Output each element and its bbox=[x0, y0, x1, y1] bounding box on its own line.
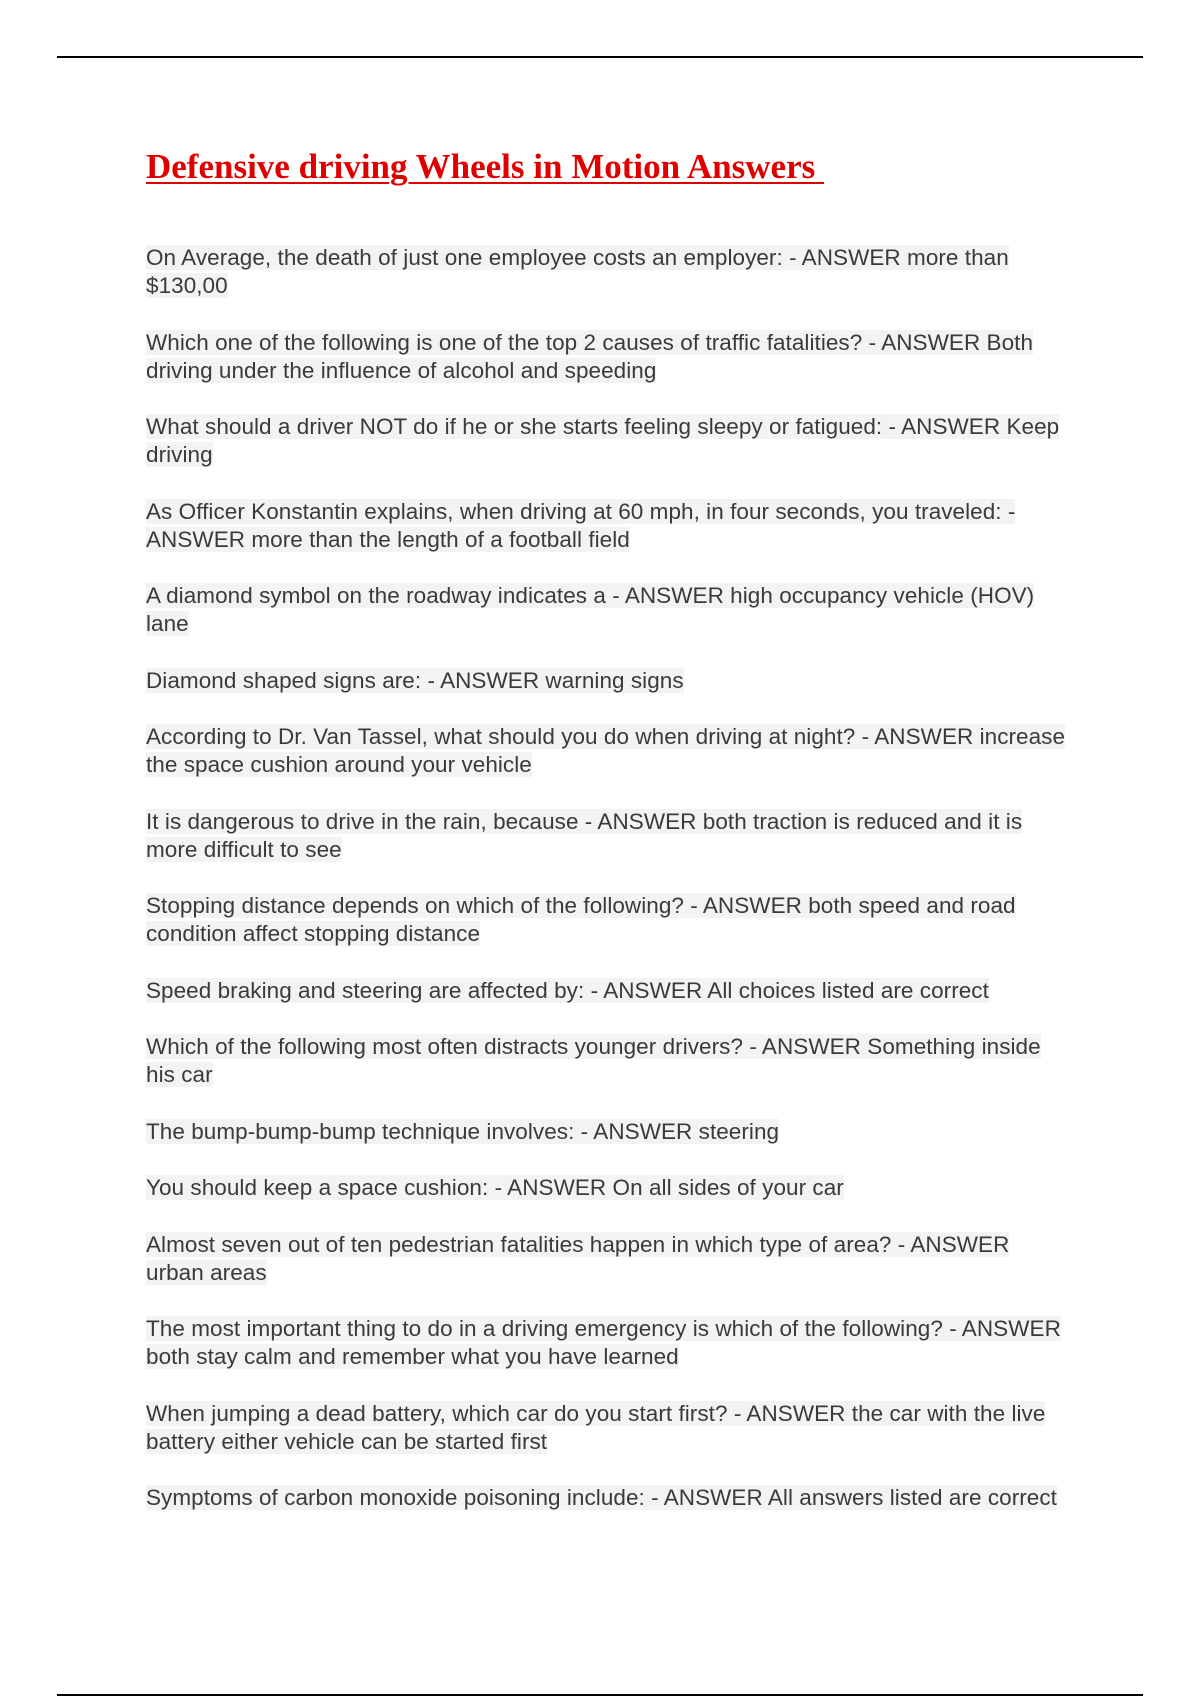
qa-item-7 bbox=[146, 722, 1066, 779]
qa-text: The most important thing to do in a driving emergency is which of the following? - ANSWER both stay calm and remember what you have learned bbox=[146, 1316, 1061, 1369]
qa-text: When jumping a dead battery, which car do you start first? - ANSWER the car with the live battery either vehicle can be started first bbox=[146, 1400, 1046, 1454]
page-title: Defensive driving Wheels in Motion Answers bbox=[146, 147, 824, 186]
qa-item-9 bbox=[146, 891, 1066, 948]
qa-item-16 bbox=[146, 1399, 1066, 1456]
qa-item-17 bbox=[146, 1483, 1066, 1512]
qa-text: Symptoms of carbon monoxide poisoning include: - ANSWER All answers listed are correct bbox=[146, 1485, 1057, 1510]
qa-item-1 bbox=[146, 243, 1066, 300]
qa-item-10 bbox=[146, 976, 1066, 1005]
qa-list bbox=[146, 243, 1066, 1540]
qa-text: Speed braking and steering are affected by: - ANSWER All choices listed are correct bbox=[146, 977, 989, 1003]
qa-text: You should keep a space cushion: - ANSWER On all sides of your car bbox=[146, 1175, 844, 1200]
qa-item-12 bbox=[146, 1117, 1066, 1146]
qa-text: Almost seven out of ten pedestrian fatalities happen in which type of area? - ANSWER urban areas bbox=[146, 1231, 1010, 1285]
qa-text: As Officer Konstantin explains, when driving at 60 mph, in four seconds, you traveled: - ANSWER more than the length of a football field bbox=[146, 498, 1016, 552]
qa-text: On Average, the death of just one employee costs an employer: - ANSWER more than $130,00 bbox=[146, 245, 1009, 298]
qa-item-15 bbox=[146, 1314, 1066, 1371]
qa-text: Stopping distance depends on which of the following? - ANSWER both speed and road condition affect stopping distance bbox=[146, 893, 1016, 946]
qa-text: According to Dr. Van Tassel, what should you do when driving at night? - ANSWER increase the space cushion around your vehicle bbox=[146, 724, 1066, 777]
qa-item-6 bbox=[146, 666, 1066, 695]
qa-item-8 bbox=[146, 807, 1066, 864]
qa-item-11 bbox=[146, 1032, 1066, 1089]
qa-item-13 bbox=[146, 1173, 1066, 1202]
qa-text: Which of the following most often distracts younger drivers? - ANSWER Something inside his car bbox=[146, 1034, 1041, 1087]
qa-item-4 bbox=[146, 497, 1066, 554]
qa-item-5 bbox=[146, 581, 1066, 638]
footer-rule bbox=[57, 1694, 1143, 1696]
qa-text: Which one of the following is one of the top 2 causes of traffic fatalities? - ANSWER Both driving under the influence of alcohol and speeding bbox=[146, 329, 1034, 383]
qa-text: What should a driver NOT do if he or she starts feeling sleepy or fatigued: - ANSWER Keep driving bbox=[146, 414, 1060, 467]
qa-item-3 bbox=[146, 412, 1066, 469]
qa-text: It is dangerous to drive in the rain, because - ANSWER both traction is reduced and it is more difficult to see bbox=[146, 808, 1023, 862]
qa-text: The bump-bump-bump technique involves: - ANSWER steering bbox=[146, 1118, 780, 1144]
header-rule bbox=[57, 56, 1143, 58]
qa-item-2 bbox=[146, 328, 1066, 385]
qa-text: Diamond shaped signs are: - ANSWER warning signs bbox=[146, 667, 684, 693]
qa-item-14 bbox=[146, 1230, 1066, 1287]
qa-text: A diamond symbol on the roadway indicates a - ANSWER high occupancy vehicle (HOV) lane bbox=[146, 583, 1035, 636]
